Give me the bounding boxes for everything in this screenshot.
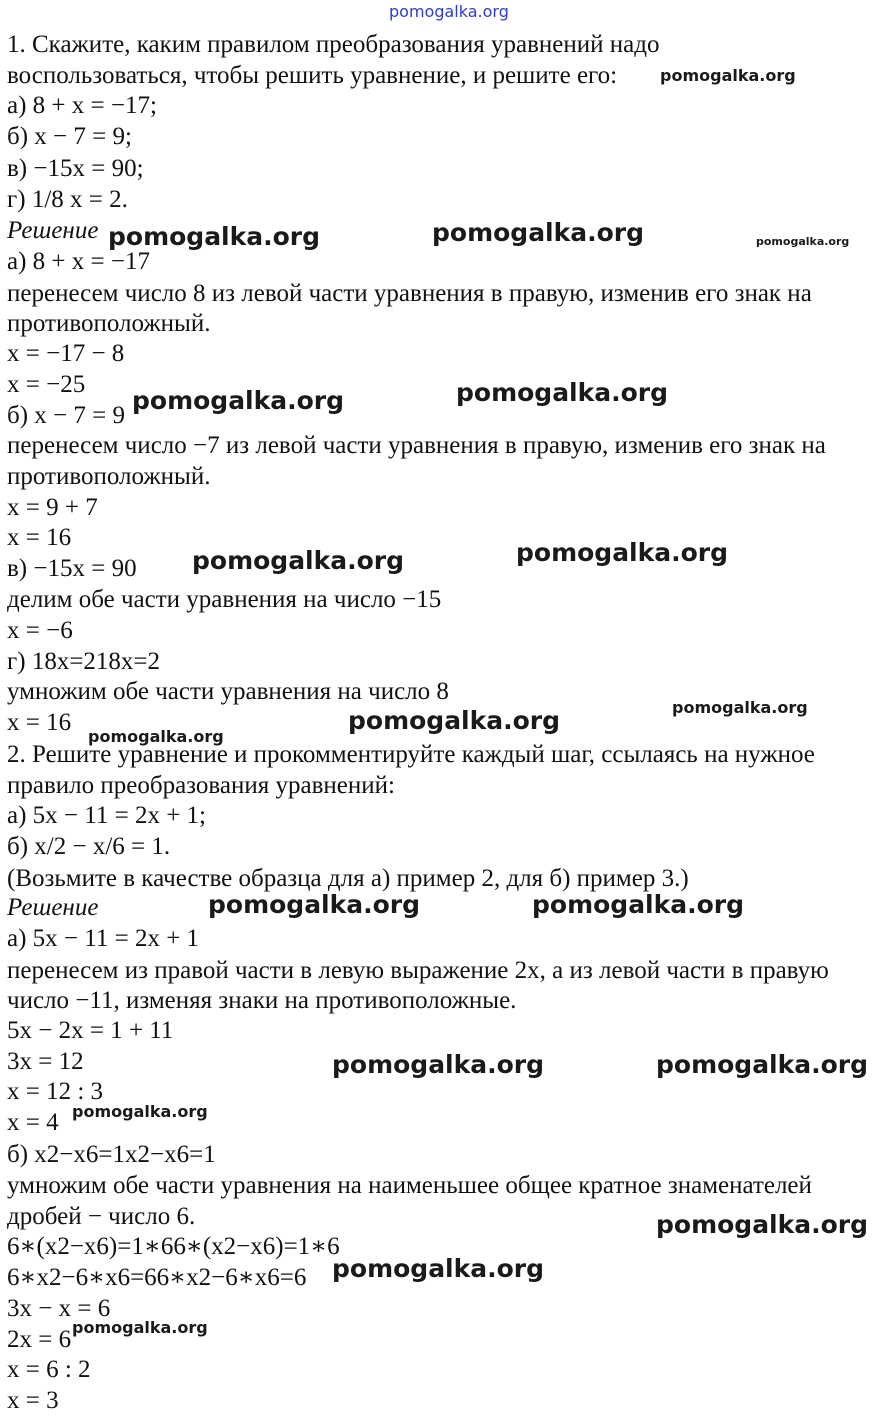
task1-solution-a: а) 8 + x = −17: [7, 248, 150, 275]
watermark: pomogalka.org: [660, 66, 796, 85]
watermark: pomogalka.org: [72, 1318, 208, 1337]
task2-solution-a: а) 5x − 11 = 2x + 1: [7, 925, 200, 952]
task2-step-a2: 3x = 12: [7, 1048, 84, 1075]
task2-explanation-b-line1: умножим обе части уравнения на наименьшее общее кратное знаменателей: [7, 1172, 812, 1199]
task1-statement-line1: 1. Скажите, каким правилом преобразования уравнений надо: [7, 31, 660, 58]
task2-statement-line2: правило преобразования уравнений:: [7, 772, 395, 799]
watermark: pomogalka.org: [208, 890, 421, 919]
task2-note: (Возьмите в качестве образца для а) пример 2, для б) пример 3.): [7, 865, 689, 892]
watermark: pomogalka.org: [672, 698, 808, 717]
task2-step-b4: 2x = 6: [7, 1326, 72, 1353]
watermark: pomogalka.org: [192, 546, 405, 575]
task1-explanation-v: делим обе части уравнения на число −15: [7, 586, 442, 613]
task1-solution-b: б) x − 7 = 9: [7, 402, 125, 429]
watermark: pomogalka.org: [532, 890, 745, 919]
task2-step-a1: 5x − 2x = 1 + 11: [7, 1017, 174, 1044]
task2-solution-heading: Решение: [7, 894, 99, 921]
watermark: pomogalka.org: [656, 1210, 869, 1239]
task2-step-b5: x = 6 : 2: [7, 1356, 91, 1383]
task2-statement-line1: 2. Решите уравнение и прокомментируйте каждый шаг, ссылаясь на нужное: [7, 741, 815, 768]
task2-step-b1: 6∗(x2−x6)=1∗66∗(x2−x6)=1∗6: [7, 1233, 340, 1260]
task1-solution-v: в) −15x = 90: [7, 555, 137, 582]
task1-item-a: а) 8 + x = −17;: [7, 92, 157, 119]
task2-explanation-a-line1: перенесем из правой части в левую выражение 2x, а из левой части в правую: [7, 957, 829, 984]
task1-solution-heading: Решение: [7, 217, 99, 244]
task1-solution-g: г) 18x=218x=2: [7, 648, 161, 675]
task2-solution-b: б) x2−x6=1x2−x6=1: [7, 1141, 216, 1168]
watermark: pomogalka.org: [108, 222, 321, 251]
task1-answer-b: x = 16: [7, 524, 72, 551]
task1-explanation-a-line2: противоположный.: [7, 310, 211, 337]
task1-explanation-b-line2: противоположный.: [7, 463, 211, 490]
task1-explanation-g: умножим обе части уравнения на число 8: [7, 678, 449, 705]
task1-item-v: в) −15x = 90;: [7, 155, 144, 182]
watermark: pomogalka.org: [72, 1102, 208, 1121]
task2-explanation-b-line2: дробей − число 6.: [7, 1203, 196, 1230]
task1-statement-line2: воспользоваться, чтобы решить уравнение, и решите его:: [7, 62, 618, 89]
watermark: pomogalka.org: [516, 538, 729, 567]
watermark: pomogalka.org: [456, 378, 669, 407]
watermark: pomogalka.org: [332, 1254, 545, 1283]
task1-explanation-a-line1: перенесем число 8 из левой части уравнения в правую, изменив его знак на: [7, 280, 812, 307]
task1-answer-g: x = 16: [7, 709, 72, 736]
watermark-top: pomogalka.org: [389, 2, 509, 21]
task2-item-b: б) x/2 − x/6 = 1.: [7, 833, 171, 860]
watermark: pomogalka.org: [756, 235, 850, 248]
task2-step-b2: 6∗x2−6∗x6=66∗x2−6∗x6=6: [7, 1264, 307, 1291]
task1-explanation-b-line1: перенесем число −7 из левой части уравнения в правую, изменив его знак на: [7, 432, 826, 459]
watermark: pomogalka.org: [332, 1050, 545, 1079]
task1-answer-a: x = −25: [7, 371, 86, 398]
watermark: pomogalka.org: [348, 706, 561, 735]
task1-answer-v: x = −6: [7, 617, 73, 644]
task2-explanation-a-line2: число −11, изменяя знаки на противоположные.: [7, 987, 517, 1014]
watermark: pomogalka.org: [656, 1050, 869, 1079]
task2-step-a3: x = 12 : 3: [7, 1078, 104, 1105]
watermark: pomogalka.org: [132, 386, 345, 415]
task2-step-b3: 3x − x = 6: [7, 1295, 111, 1322]
task2-item-a: а) 5x − 11 = 2x + 1;: [7, 802, 206, 829]
task1-item-g: г) 1/8 x = 2.: [7, 186, 128, 213]
task1-item-b: б) x − 7 = 9;: [7, 123, 132, 150]
task2-answer-a: x = 4: [7, 1109, 59, 1136]
watermark: pomogalka.org: [88, 727, 224, 746]
task1-step-a1: x = −17 − 8: [7, 340, 125, 367]
task2-answer-b: x = 3: [7, 1387, 59, 1414]
task1-step-b1: x = 9 + 7: [7, 494, 98, 521]
watermark: pomogalka.org: [432, 218, 645, 247]
